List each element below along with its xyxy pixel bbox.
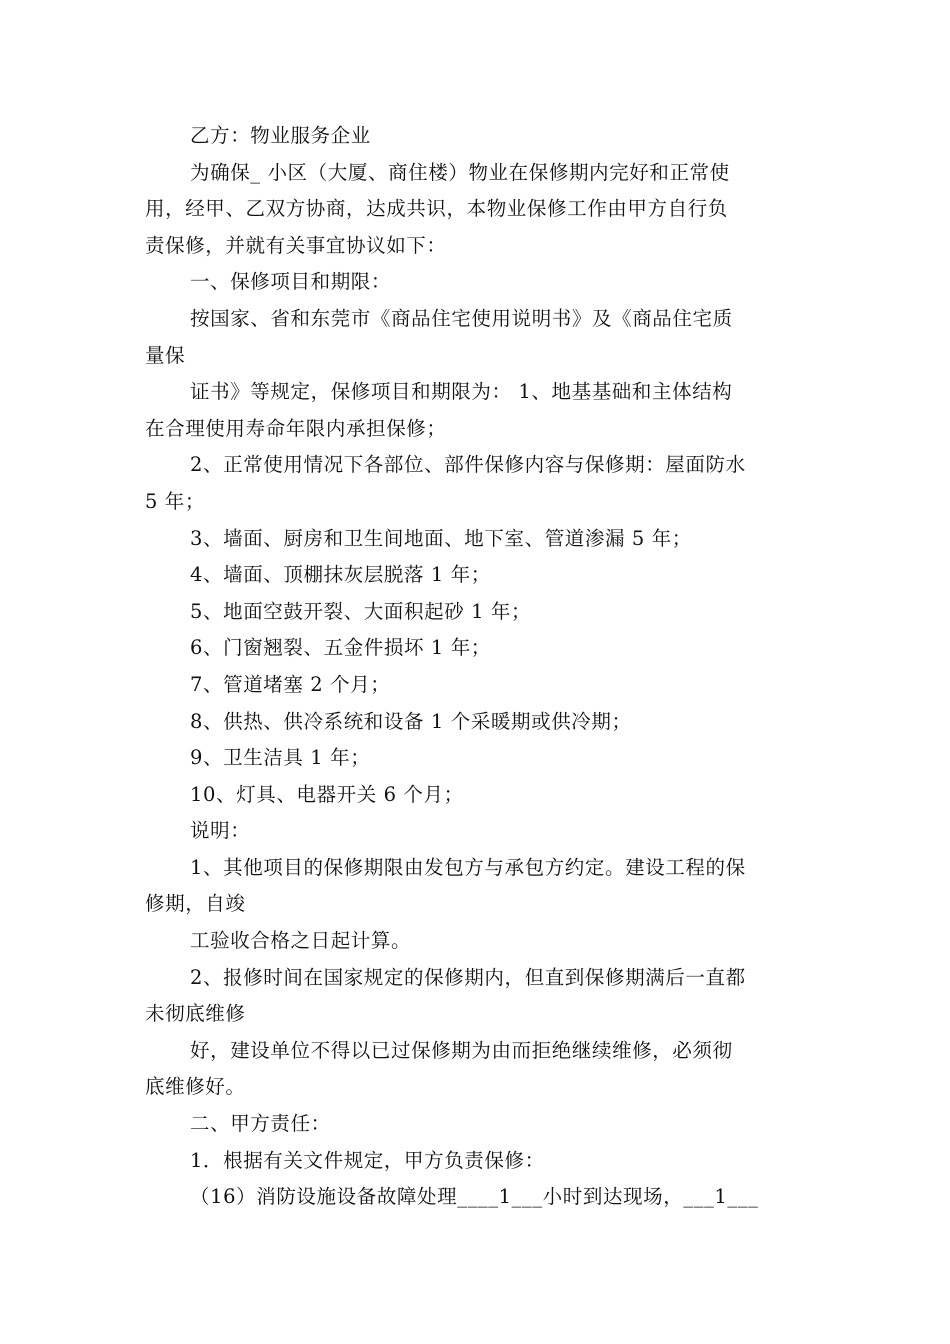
text-line: 未彻底维修	[145, 1002, 246, 1026]
text-line: 好，建设单位不得以已过保修期为由而拒绝继续维修，必须彻	[190, 1038, 733, 1062]
text-line: 2、正常使用情况下各部位、部件保修内容与保修期：屋面防水	[190, 453, 746, 477]
text-line: 10、灯具、电器开关 6 个月；	[190, 782, 464, 806]
text-line: 1．根据有关文件规定，甲方负责保修：	[190, 1148, 545, 1172]
text-line: 在合理使用寿命年限内承担保修；	[145, 416, 447, 440]
text-line: 责保修，并就有关事宜协议如下：	[145, 233, 447, 257]
text-line: 2、报修时间在国家规定的保修期内，但直到保修期满后一直都	[190, 965, 746, 989]
text-line: 6、门窗翘裂、五金件损坏 1 年；	[190, 636, 491, 660]
text-line: 4、墙面、顶棚抹灰层脱落 1 年；	[190, 563, 491, 587]
text-line: 8、供热、供冷系统和设备 1 个采暖期或供冷期；	[190, 709, 632, 733]
text-line: 按国家、省和东莞市《商品住宅使用说明书》及《商品住宅质	[190, 306, 733, 330]
text-line: 为确保_ 小区（大厦、商住楼）物业在保修期内完好和正常使	[190, 160, 730, 184]
text-line: 底维修好。	[145, 1075, 246, 1099]
text-line: 7、管道堵塞 2 个月；	[190, 672, 391, 696]
text-line: 3、墙面、厨房和卫生间地面、地下室、管道渗漏 5 年；	[190, 526, 692, 550]
text-line: （16）消防设施设备故障处理____1___小时到达现场，___1___	[190, 1185, 759, 1209]
text-line: 修期，自竣	[145, 892, 246, 916]
text-line: 用，经甲、乙双方协商，达成共识，本物业保修工作由甲方自行负	[145, 197, 728, 221]
text-line: 说明：	[190, 819, 251, 843]
text-line: 一、保修项目和期限：	[190, 270, 392, 294]
text-line: 9、卫生洁具 1 年；	[190, 746, 371, 770]
text-line: 乙方：物业服务企业	[190, 124, 371, 147]
text-line: 证书》等规定，保修项目和期限为： 1、地基基础和主体结构	[190, 380, 733, 404]
text-line: 5、地面空鼓开裂、大面积起砂 1 年；	[190, 599, 532, 623]
text-line: 量保	[145, 343, 186, 367]
text-line: 5 年；	[145, 489, 206, 513]
text-line: 1、其他项目的保修期限由发包方与承包方约定。建设工程的保	[190, 855, 746, 879]
text-line: 工验收合格之日起计算。	[190, 929, 412, 953]
text-line: 二、甲方责任：	[190, 1112, 331, 1136]
